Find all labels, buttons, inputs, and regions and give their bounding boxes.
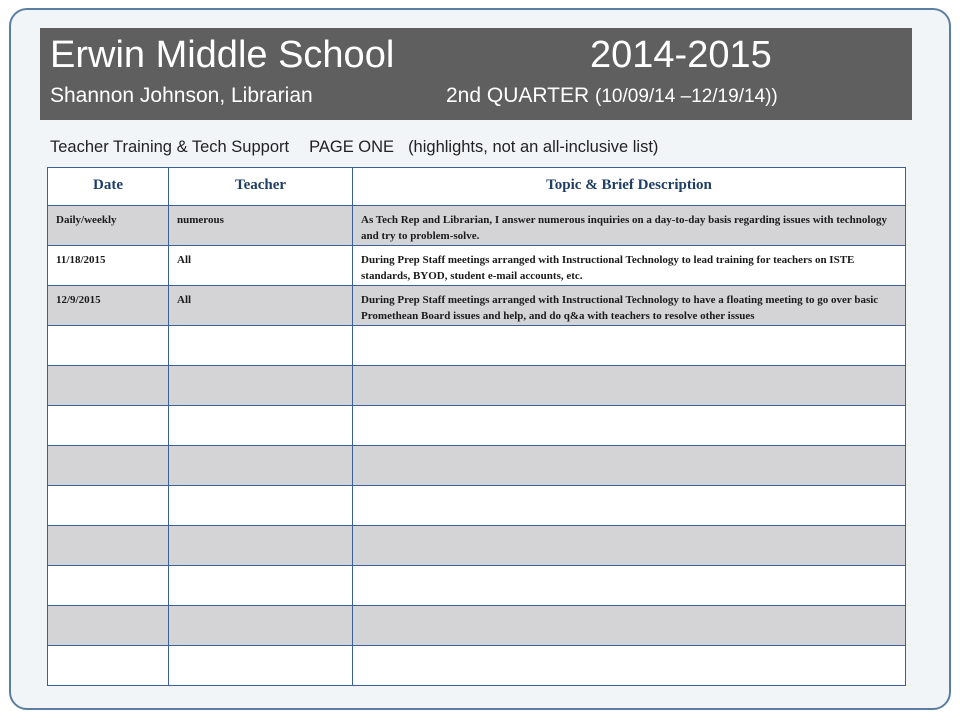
cell-date: [48, 366, 169, 406]
header-bar: [40, 28, 912, 120]
cell-topic: [353, 326, 906, 366]
table-row: [48, 646, 906, 686]
table-row: [48, 566, 906, 606]
cell-teacher: [169, 566, 353, 606]
table-row: [48, 406, 906, 446]
table-row: [48, 366, 906, 406]
cell-teacher: [169, 526, 353, 566]
cell-topic: During Prep Staff meetings arranged with Instructional Technology to lead training for teachers on ISTE standards, BYOD, student e-mail accounts, etc.: [353, 246, 906, 286]
cell-teacher: numerous: [169, 206, 353, 246]
cell-teacher: [169, 406, 353, 446]
table-row: [48, 286, 906, 326]
cell-topic: [353, 646, 906, 686]
cell-date: [48, 606, 169, 646]
cell-teacher: [169, 366, 353, 406]
quarter-label: 2nd QUARTER: [446, 84, 590, 107]
cell-teacher: [169, 646, 353, 686]
cell-date: [48, 406, 169, 446]
table-row: [48, 486, 906, 526]
table-row: [48, 326, 906, 366]
quarter-info: [446, 82, 778, 111]
cell-topic: During Prep Staff meetings arranged with Instructional Technology to have a floating meeting to go over basic Promethean Board issues and help, and do q&a with teachers to resolve other issues: [353, 286, 906, 326]
table-row: [48, 606, 906, 646]
cell-topic: [353, 526, 906, 566]
cell-date: [48, 526, 169, 566]
section-title: Teacher Training & Tech Support: [50, 138, 290, 156]
cell-date: 12/9/2015: [48, 286, 169, 326]
table-row: [48, 526, 906, 566]
subheading: [50, 136, 658, 158]
column-header-topic: Topic & Brief Description: [353, 168, 906, 206]
cell-topic: [353, 606, 906, 646]
cell-teacher: [169, 486, 353, 526]
table-row: [48, 446, 906, 486]
cell-teacher: All: [169, 246, 353, 286]
librarian-name: Shannon Johnson, Librarian: [50, 84, 313, 107]
cell-date: Daily/weekly: [48, 206, 169, 246]
training-table: [47, 167, 906, 686]
list-note: (highlights, not an all-inclusive list): [408, 138, 659, 156]
cell-teacher: [169, 606, 353, 646]
cell-topic: [353, 566, 906, 606]
page-label: PAGE ONE: [309, 138, 395, 156]
cell-topic: As Tech Rep and Librarian, I answer numerous inquiries on a day-to-day basis regarding issues with technology and try to problem-solve.: [353, 206, 906, 246]
cell-topic: [353, 446, 906, 486]
cell-date: [48, 486, 169, 526]
column-header-teacher: Teacher: [169, 168, 353, 206]
cell-teacher: [169, 326, 353, 366]
cell-teacher: All: [169, 286, 353, 326]
school-year: 2014-2015: [590, 34, 772, 76]
table-row: [48, 246, 906, 286]
cell-topic: [353, 366, 906, 406]
column-header-date: Date: [48, 168, 169, 206]
cell-date: [48, 646, 169, 686]
cell-topic: [353, 486, 906, 526]
cell-teacher: [169, 446, 353, 486]
school-name: Erwin Middle School: [50, 34, 395, 76]
cell-date: 11/18/2015: [48, 246, 169, 286]
cell-topic: [353, 406, 906, 446]
cell-date: [48, 326, 169, 366]
table-header-row: [48, 168, 906, 206]
cell-date: [48, 446, 169, 486]
table-row: [48, 206, 906, 246]
cell-date: [48, 566, 169, 606]
quarter-range: (10/09/14 –12/19/14)): [595, 86, 778, 107]
